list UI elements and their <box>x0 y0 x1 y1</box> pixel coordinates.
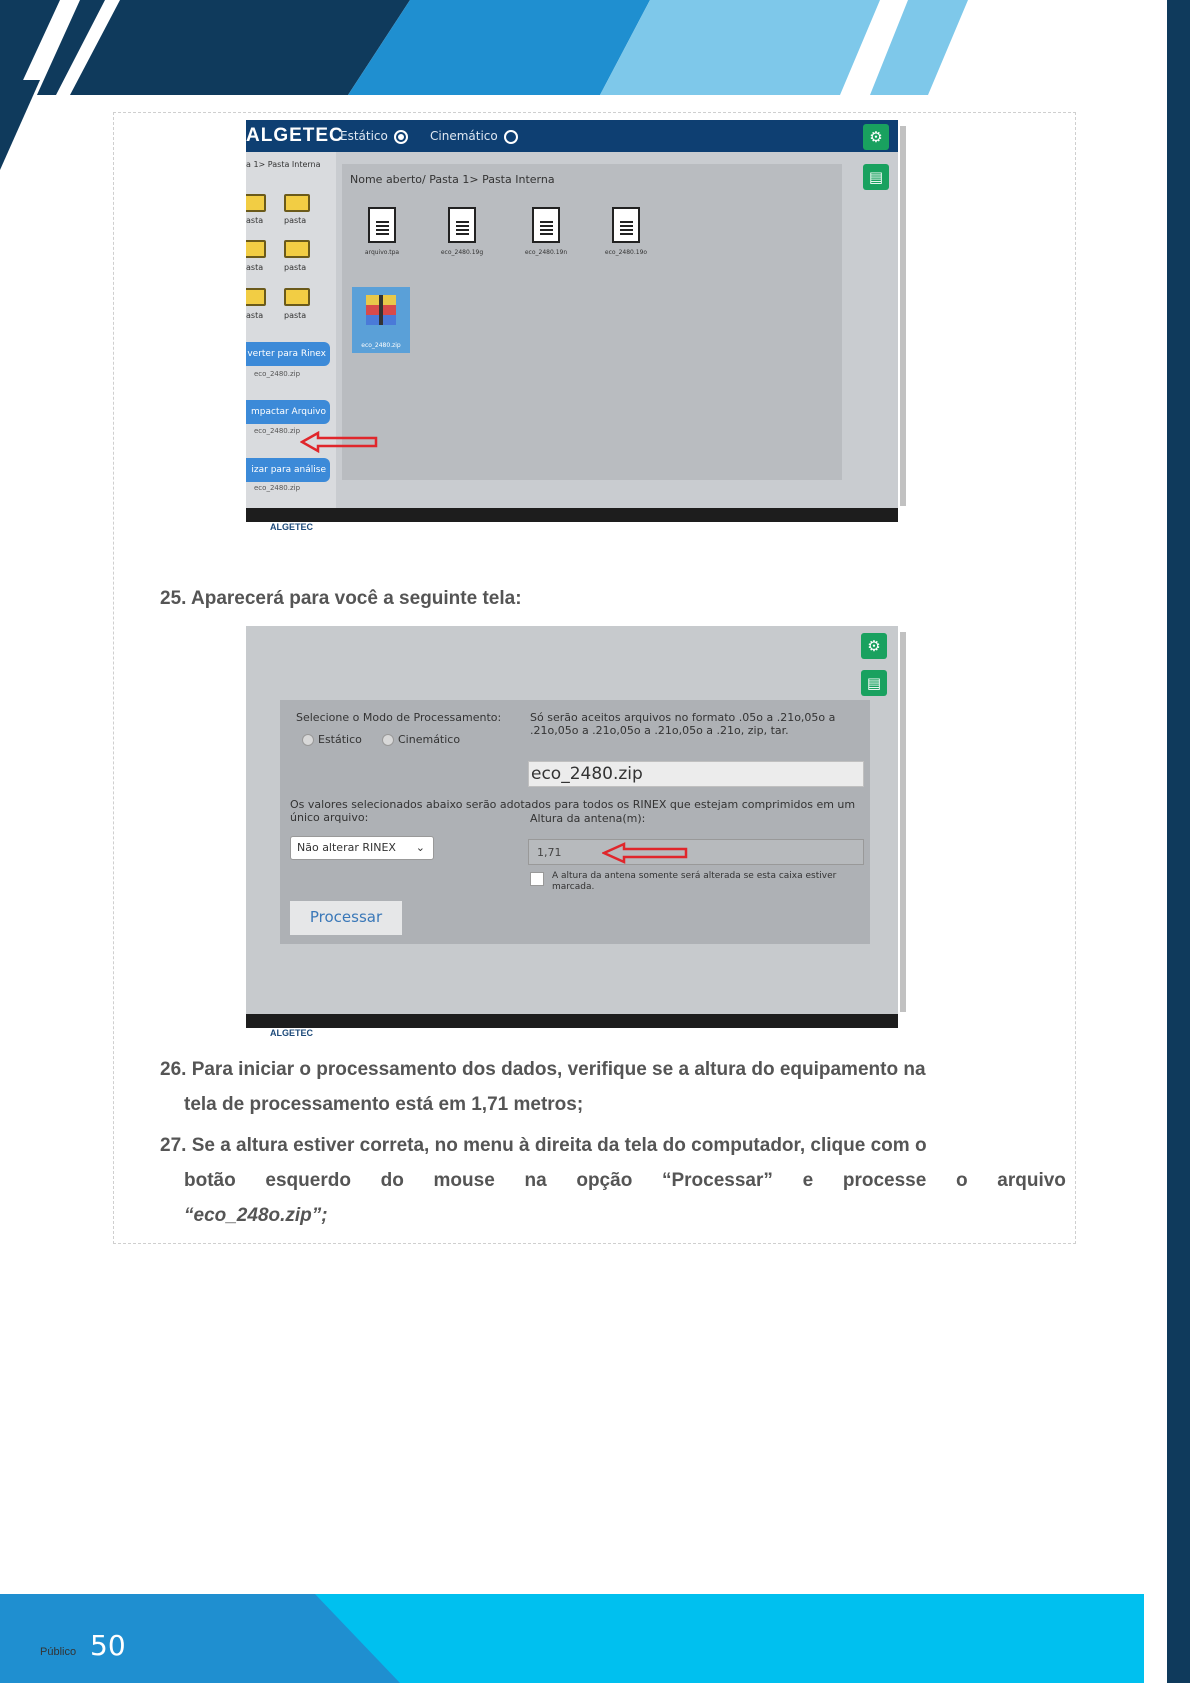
header-banner <box>0 0 1190 95</box>
file-icon[interactable] <box>532 207 560 243</box>
file-icon[interactable] <box>612 207 640 243</box>
kinematic-radio[interactable] <box>382 733 460 746</box>
folder-icon[interactable] <box>246 194 266 212</box>
word: o <box>955 1170 968 1191</box>
word: “Processar” <box>661 1170 773 1191</box>
step-25-text: 25. Aparecerá para você a seguinte tela: <box>160 588 522 609</box>
folder-icon[interactable] <box>246 240 266 258</box>
button-subtext: eco_2480.zip <box>254 427 301 435</box>
file-label: arquivo.tpa <box>364 249 400 256</box>
step-27-line-1: 27. Se a altura estiver correta, no menu à direita da tela do computador, clique com o <box>160 1135 927 1156</box>
word: opção <box>576 1170 633 1191</box>
mode-kinematic-label: Cinemático <box>430 129 498 143</box>
radio-icon <box>382 734 394 746</box>
radio-empty-icon <box>504 130 518 144</box>
word: arquivo <box>997 1170 1066 1191</box>
chevron-down-icon: ⌄ <box>415 841 425 854</box>
processing-screenshot <box>246 626 908 1040</box>
red-arrow-icon <box>602 842 698 864</box>
left-stripe-decor <box>0 80 60 180</box>
mode-label: Selecione o Modo de Processamento: <box>296 711 502 724</box>
radio-selected-icon <box>394 130 408 144</box>
send-analysis-button[interactable]: izar para análise <box>246 458 330 482</box>
mode-static-option[interactable] <box>340 129 408 144</box>
info-text: Os valores selecionados abaixo serão adotados para todos os RINEX que estejam comprimidos em um único arquivo: <box>290 798 856 824</box>
file-label: eco_2480.19g <box>440 249 484 256</box>
zip-file-label: eco_2480.zip <box>361 342 401 349</box>
word: na <box>524 1170 547 1191</box>
antenna-label: Altura da antena(m): <box>530 812 649 825</box>
button-subtext: eco_2480.zip <box>254 370 301 378</box>
word: e <box>802 1170 814 1191</box>
static-label: Estático <box>318 733 362 746</box>
footer-logo: ALGETEC <box>270 1028 314 1038</box>
left-breadcrumb: a 1> Pasta Interna <box>246 160 321 169</box>
scrollbar[interactable] <box>898 626 908 1040</box>
document-button[interactable]: ▤ <box>863 164 889 190</box>
step-27-line-3: “eco_248o.zip”; <box>184 1205 328 1226</box>
folder-label: asta <box>246 311 264 320</box>
mode-static-label: Estático <box>340 129 388 143</box>
antenna-height-input[interactable]: 1,71 <box>528 839 864 865</box>
word: processe <box>842 1170 927 1191</box>
main-breadcrumb: Nome aberto/ Pasta 1> Pasta Interna <box>350 173 555 186</box>
process-button[interactable]: Processar <box>290 901 402 935</box>
folder-label: asta <box>246 263 264 272</box>
right-edge-bar <box>1167 0 1190 1683</box>
folder-icon[interactable] <box>284 240 310 258</box>
word: esquerdo <box>265 1170 351 1191</box>
step-27-line-2 <box>184 1163 1066 1198</box>
accepted-formats-text: Só serão aceitos arquivos no formato .05o a .21o,05o a .21o,05o a .21o,05o a .21o,05o a .21o, zip, tar. <box>530 711 836 737</box>
page-number: 50 <box>90 1629 126 1662</box>
file-area <box>342 164 842 480</box>
folder-icon[interactable] <box>246 288 266 306</box>
file-browser-screenshot <box>246 120 908 534</box>
document-button[interactable]: ▤ <box>861 670 887 696</box>
app-top-bar <box>246 120 908 152</box>
file-label: eco_2480.19o <box>604 249 648 256</box>
rinex-select-value: Não alterar RINEX <box>297 841 396 854</box>
settings-gear-button[interactable]: ⚙ <box>861 633 887 659</box>
classification-label: Público <box>40 1646 77 1658</box>
compress-file-button[interactable]: mpactar Arquivo <box>246 400 330 424</box>
folder-label: asta <box>246 216 264 225</box>
file-icon[interactable] <box>368 207 396 243</box>
convert-rinex-button[interactable]: verter para Rinex <box>246 342 330 366</box>
folder-label: pasta <box>284 263 307 272</box>
word: do <box>380 1170 404 1191</box>
file-icon[interactable] <box>448 207 476 243</box>
folder-label: pasta <box>284 311 307 320</box>
step-26-line-2: tela de processamento está em 1,71 metros; <box>184 1094 584 1115</box>
radio-icon <box>302 734 314 746</box>
footer-logo: ALGETEC <box>270 522 314 532</box>
folder-icon[interactable] <box>284 194 310 212</box>
folder-icon[interactable] <box>284 288 310 306</box>
word: botão <box>184 1170 236 1191</box>
word: mouse <box>433 1170 495 1191</box>
file-label: eco_2480.19n <box>524 249 568 256</box>
footer-strip <box>246 522 908 534</box>
filename-field[interactable]: eco_2480.zip <box>528 761 864 787</box>
screen-bottom-bar <box>246 1014 908 1028</box>
folder-label: pasta <box>284 216 307 225</box>
screen-bottom-bar <box>246 508 908 522</box>
kinematic-label: Cinemático <box>398 733 461 746</box>
checkbox-label: A altura da antena somente será alterada se esta caixa estiver marcada. <box>552 871 837 892</box>
mode-kinematic-option[interactable] <box>430 129 518 144</box>
antenna-checkbox[interactable] <box>530 872 544 886</box>
step-26-line-1: 26. Para iniciar o processamento dos dados, verifique se a altura do equipamento na <box>160 1059 926 1080</box>
red-arrow-icon <box>300 431 386 453</box>
button-subtext: eco_2480.zip <box>254 484 301 492</box>
rinex-select[interactable] <box>290 836 434 860</box>
scrollbar[interactable] <box>898 120 908 534</box>
static-radio[interactable] <box>302 733 362 746</box>
algetec-logo: ALGETEC <box>246 125 344 146</box>
footer-banner <box>0 1594 1144 1683</box>
settings-gear-button[interactable]: ⚙ <box>863 124 889 150</box>
footer-strip <box>246 1028 908 1040</box>
